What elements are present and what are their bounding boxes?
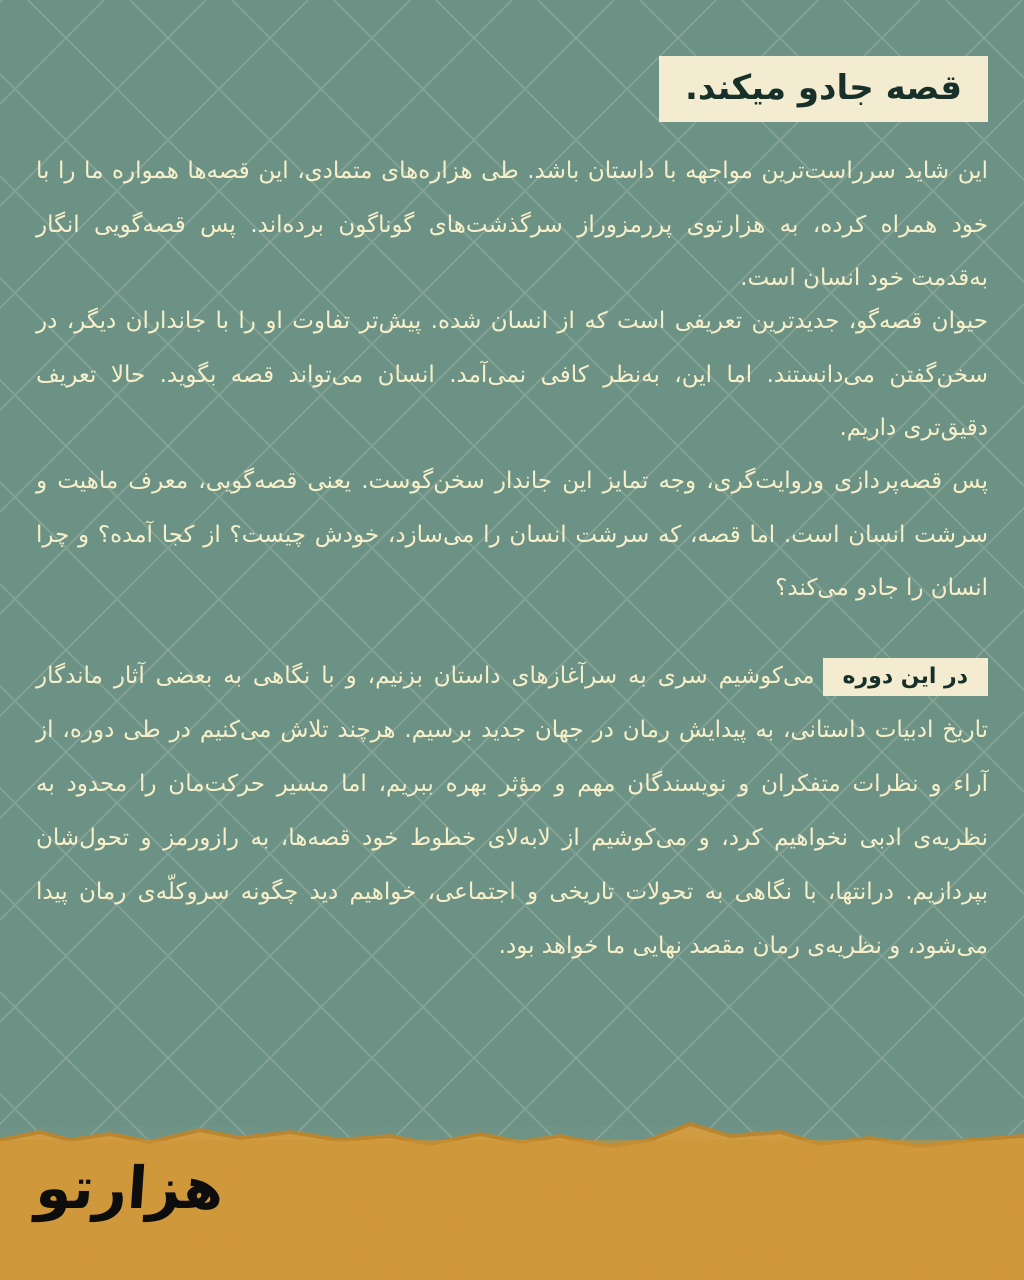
hezarto-logo: هزارتو	[33, 1154, 227, 1222]
grid-line	[0, 0, 2, 1280]
question-paragraph: پس قصه‌پردازی وروایت‌گری، وجه تمایز این جاندار سخن‌گوست. یعنی قصه‌گویی، معرف ماهیت و سرشت انسان است. اما قصه، که سرشت انسان را می‌سازد، خودش چیست؟ از کجا آمده؟ و چرا انسان را جادو می‌کند؟	[36, 468, 988, 601]
course-paragraph-text: می‌کوشیم سری به سرآغازهای داستان بزنیم، و با نگاهی به بعضی آثار ماندگار تاریخ ادبیات داستانی، به پیدایش رمان در جهان جدید برسیم. هرچند تلاش می‌کنیم در طی دوره، از آراء و نظرات متفکران و نویسندگان مهم و مؤثر بهره ببریم، اما مسیر حرکت‌مان را محدود به نظریه‌ی ادبی نخواهیم کرد، و می‌کوشیم از لابه‌لای خطوط خود قصه‌ها، به رازورمز و تحول‌شان بپردازیم. درانتها، با نگاهی به تحولات تاریخی و اجتماعی، خواهیم دید چگونه سروکلّه‌ی رمان پیدا می‌شود، و نظریه‌ی رمان مقصد نهایی ما خواهد بود.	[36, 663, 988, 959]
intro-paragraph: این شاید سرراست‌ترین مواجهه با داستان باشد. طی هزاره‌های متمادی، این قصه‌ها همواره ما را با خود همراه کرده، به هزارتوی پررمزوراز سرگذشت‌های گوناگون برده‌اند. پس قصه‌گویی انگار به‌قدمت خود انسان است.	[36, 158, 988, 291]
grid-line	[0, 0, 2, 1280]
page-title: قصه جادو میکند.	[659, 56, 988, 122]
definition-paragraph: حیوان قصه‌گو، جدیدترین تعریفی است که از انسان شده. پیش‌تر تفاوت او را با جانداران دیگر، در سخن‌گفتن می‌دانستند. اما این، به‌نظر کافی نمی‌آمد. انسان می‌تواند قصه بگوید. حالا تعریف دقیق‌تری داریم.	[36, 308, 988, 441]
section-label: در این دوره	[823, 658, 989, 696]
course-paragraph	[36, 649, 988, 973]
